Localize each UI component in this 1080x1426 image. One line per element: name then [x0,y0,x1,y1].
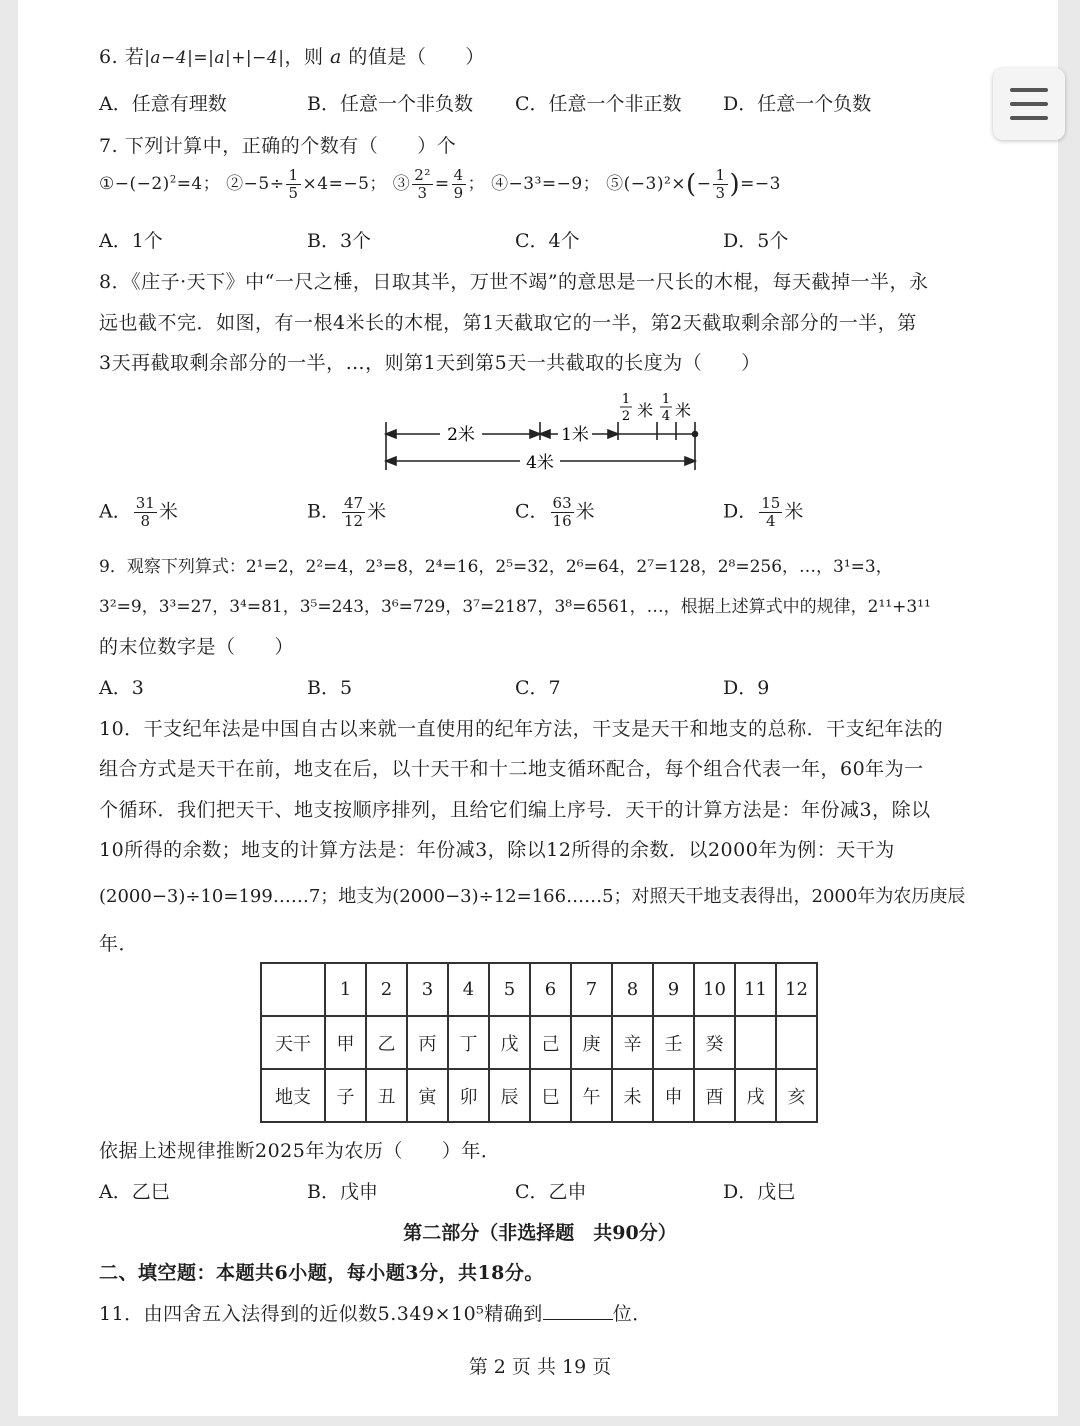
svg-text:米: 米 [674,401,692,420]
q8-option-a: A． $\frac{31}{8}$ 米 [99,494,178,530]
label-2m: 2米 [447,425,475,445]
stick-diagram [370,388,710,478]
q7-stem: 7. 下列计算中，正确的个数有（ ）个 [99,135,457,157]
q8-line-3: 3天再截取剩余部分的一半，…，则第1天到第5天一共截取的长度为（ ） [99,352,761,374]
q7-option-d: D．5个 [723,230,789,252]
q8-line-2: 远也截不完．如图，有一根4米长的木棍，第1天截取它的一半，第2天截取剩余部分的一半，第 [99,312,917,334]
q9-line-2: 3²=9，3³=27，3⁴=81，3⁵=243，3⁶=729，3⁷=2187，3⁸=6561，…，根据上述算式中的规律，2¹¹+3¹¹ [99,597,931,617]
q10-option-d: D．戊巳 [723,1181,796,1203]
q9-option-b: B．5 [307,677,353,699]
q9-line-1: 9．观察下列算式：2¹=2，2²=4，2³=8，2⁴=16，2⁵=32，2⁶=64，2⁷=128，2⁸=256，…，3¹=3， [99,557,893,577]
table-row: 1 2 3 4 5 6 7 8 9 10 11 12 [261,963,817,1016]
q7-option-b: B．3个 [307,230,372,252]
page-footer: 第 2 页 共 19 页 [468,1356,612,1378]
q6-option-d: D．任意一个负数 [723,93,872,115]
part2-title: 第二部分（非选择题 共90分） [403,1222,677,1244]
q8-option-d: D． $\frac{15}{4}$ 米 [723,494,804,530]
menu-button[interactable] [993,68,1065,140]
q9-option-d: D．9 [723,677,770,699]
ganzhi-table [260,962,818,1123]
q8-line-1: 8．《庄子·天下》中“一尺之棰，日取其半，万世不竭”的意思是一尺长的木棍，每天截掉一半，永 [99,271,929,293]
q9-option-c: C．7 [515,677,561,699]
q10-line-6: 年． [99,933,139,955]
svg-text:2: 2 [621,409,631,424]
q8-option-b: B． $\frac{47}{12}$ 米 [307,494,387,530]
q8-option-c: C． $\frac{63}{16}$ 米 [515,494,595,530]
svg-text:米: 米 [636,401,654,420]
svg-text:1: 1 [661,392,671,407]
q10-line-1: 10．干支纪年法是中国自古以来就一直使用的纪年方法，干支是天干和地支的总称．干支纪年法的 [99,718,944,740]
q9-option-a: A．3 [99,677,144,699]
fill-in-section-header: 二、填空题：本题共6小题，每小题3分，共18分。 [99,1262,544,1284]
q10-after: 依据上述规律推断2025年为农历（ ）年． [99,1140,501,1162]
q7-expressions: $①-(-2)^2=4$； ②−5÷ $\frac{1}{5}$ ×4=−5； ③ $\frac{\text{2²}}{3}$ = $\frac{4}{9}$ ； ④−3³=−9； ⑤(−3)²×(− $\frac{1}{3}$ )=−3 [99,166,781,202]
table-row: 地支 子 丑 寅 卯 辰 巳 午 未 申 酉 戌 亥 [261,1069,817,1122]
q10-option-c: C．乙申 [515,1181,587,1203]
table-row: 天干 甲 乙 丙 丁 戊 己 庚 辛 壬 癸 [261,1016,817,1069]
q6-option-c: C．任意一个非正数 [515,93,682,115]
q10-line-4: 10所得的余数；地支的计算方法是：年份减3，除以12所得的余数．以2000年为例：天干为 [99,839,895,861]
q11-stem: 11．由四舍五入法得到的近似数5.349×10⁵精确到 位． [99,1303,652,1325]
q10-line-2: 组合方式是天干在前，地支在后，以十天干和十二地支循环配合，每个组合代表一年，60年为一 [99,758,924,780]
q6-option-a: A．任意有理数 [99,93,227,115]
q6-stem: 6. 若|a−4|=|a|+|−4|，则 a 的值是（ ） [99,46,485,68]
label-4m: 4米 [526,453,554,473]
q10-line-3: 个循环．我们把天干、地支按顺序排列，且给它们编上序号．天干的计算方法是：年份减3，除以 [99,799,931,821]
svg-text:4: 4 [661,409,671,424]
svg-text:1: 1 [621,392,631,407]
q7-option-c: C．4个 [515,230,580,252]
q9-line-3: 的末位数字是（ ） [99,636,295,658]
label-1m: 1米 [561,425,589,445]
q6-option-b: B．任意一个非负数 [307,93,473,115]
q10-option-a: A．乙巳 [99,1181,170,1203]
q10-line-5: (2000−3)÷10=199……7；地支为(2000−3)÷12=166……5；对照天干地支表得出，2000年为农历庚辰 [99,886,966,907]
q11-blank[interactable] [543,1319,613,1320]
q10-option-b: B．戊申 [307,1181,378,1203]
q7-option-a: A．1个 [99,230,163,252]
